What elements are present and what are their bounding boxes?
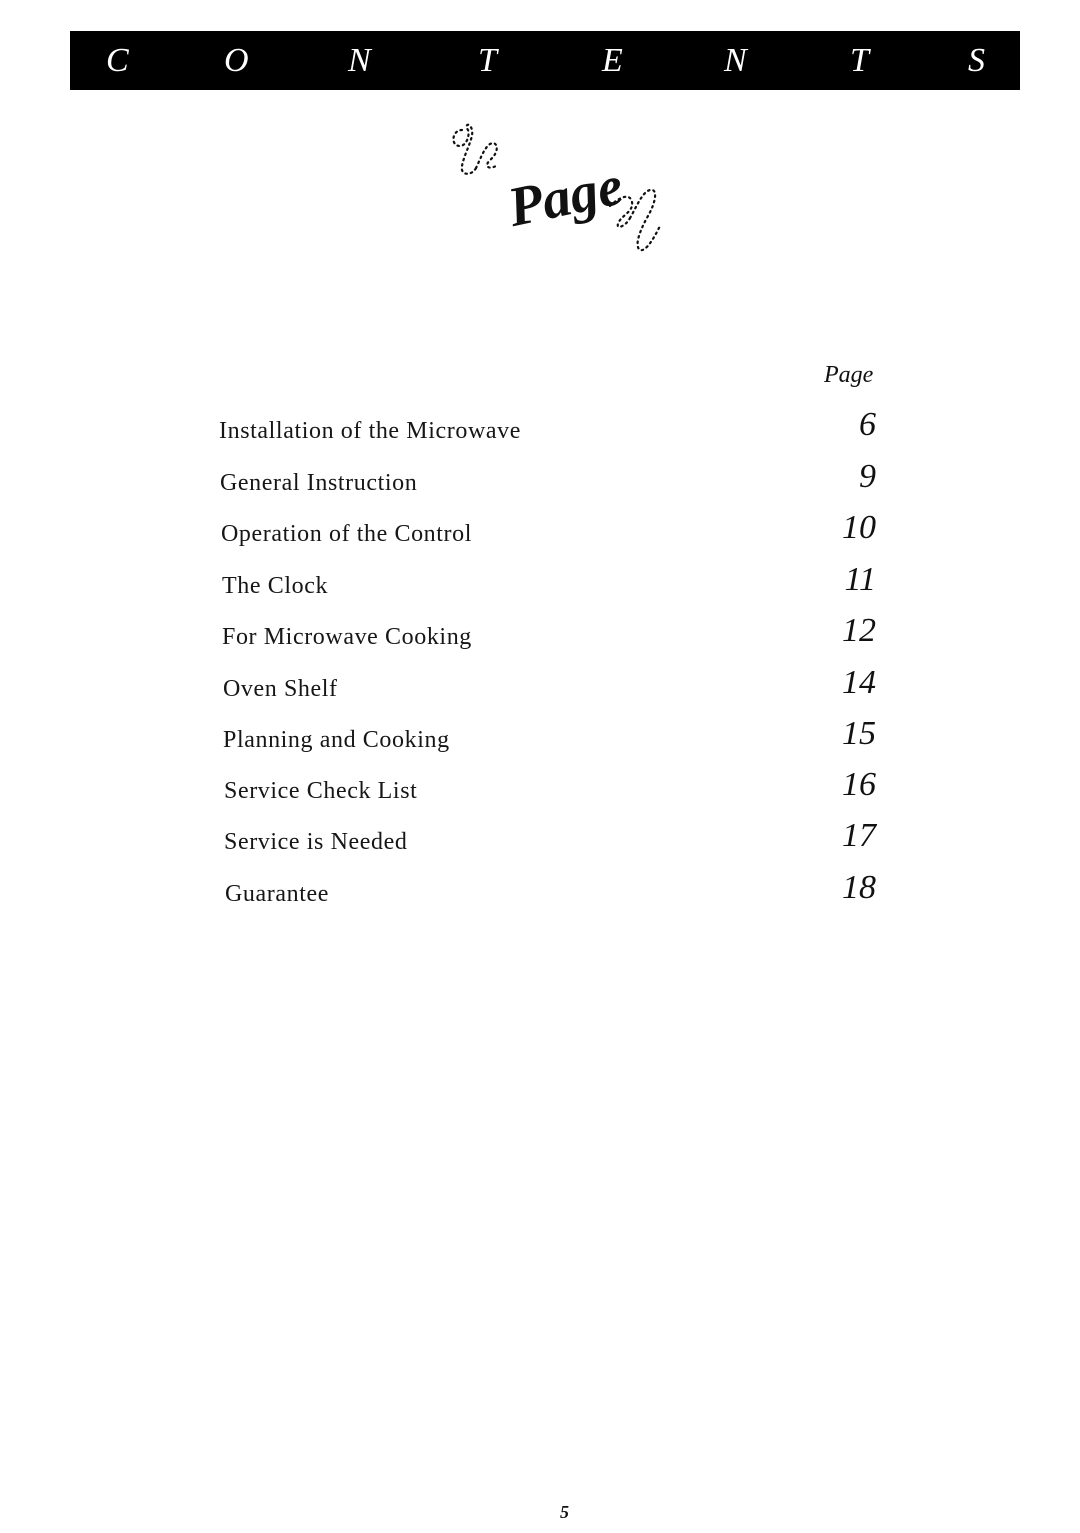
- toc-entry-page: 17: [842, 817, 876, 854]
- header-letter: S: [968, 42, 985, 79]
- svg-text:Page: Page: [502, 154, 629, 240]
- header-letter: T: [850, 42, 869, 79]
- contents-header-band: [70, 31, 1020, 90]
- toc-entry-page: 11: [844, 561, 876, 598]
- header-letter: C: [106, 42, 129, 79]
- toc-entry[interactable]: [0, 664, 1080, 716]
- header-letter: T: [478, 42, 497, 79]
- toc-entry-page: 12: [842, 612, 876, 649]
- toc-entry[interactable]: [0, 766, 1080, 818]
- header-letter: O: [224, 42, 249, 79]
- toc-entry-page: 9: [859, 458, 876, 495]
- toc-entry-page: 10: [842, 509, 876, 546]
- toc-entry-title: Operation of the Control: [221, 521, 473, 547]
- header-letter: N: [724, 42, 747, 79]
- header-letter: E: [602, 42, 623, 79]
- toc-entry[interactable]: [0, 458, 1080, 510]
- toc-entry-title: For Microwave Cooking: [222, 624, 472, 650]
- toc-entry[interactable]: [0, 406, 1080, 458]
- toc-entry-title: Oven Shelf: [223, 676, 338, 702]
- toc-entry-title: Installation of the Microwave: [219, 418, 521, 444]
- toc-entry[interactable]: [0, 869, 1080, 921]
- toc-entry[interactable]: [0, 612, 1080, 664]
- footer-page-number: 5: [560, 1502, 569, 1522]
- toc-entry-title: Guarantee: [225, 881, 330, 907]
- toc-entry-page: 15: [842, 715, 876, 752]
- toc-entry[interactable]: [0, 509, 1080, 561]
- toc-entry-page: 16: [842, 766, 876, 803]
- page-column-label: Page: [824, 362, 874, 388]
- toc-entry[interactable]: [0, 561, 1080, 613]
- toc-entry-page: 6: [859, 406, 876, 443]
- toc-entry-title: General Instruction: [220, 470, 418, 496]
- toc-entry-title: Planning and Cooking: [223, 727, 450, 753]
- toc-entry-title: Service is Needed: [224, 829, 408, 855]
- dotted-wave-icon: [450, 118, 690, 268]
- toc-entry[interactable]: [0, 715, 1080, 767]
- toc-entry-page: 18: [842, 869, 876, 906]
- toc-entry-title: The Clock: [222, 573, 329, 599]
- page-decoration: [450, 118, 690, 268]
- header-letter: N: [348, 42, 371, 79]
- toc-entry[interactable]: [0, 817, 1080, 869]
- toc-entry-title: Service Check List: [224, 778, 418, 804]
- toc-entry-page: 14: [842, 664, 876, 701]
